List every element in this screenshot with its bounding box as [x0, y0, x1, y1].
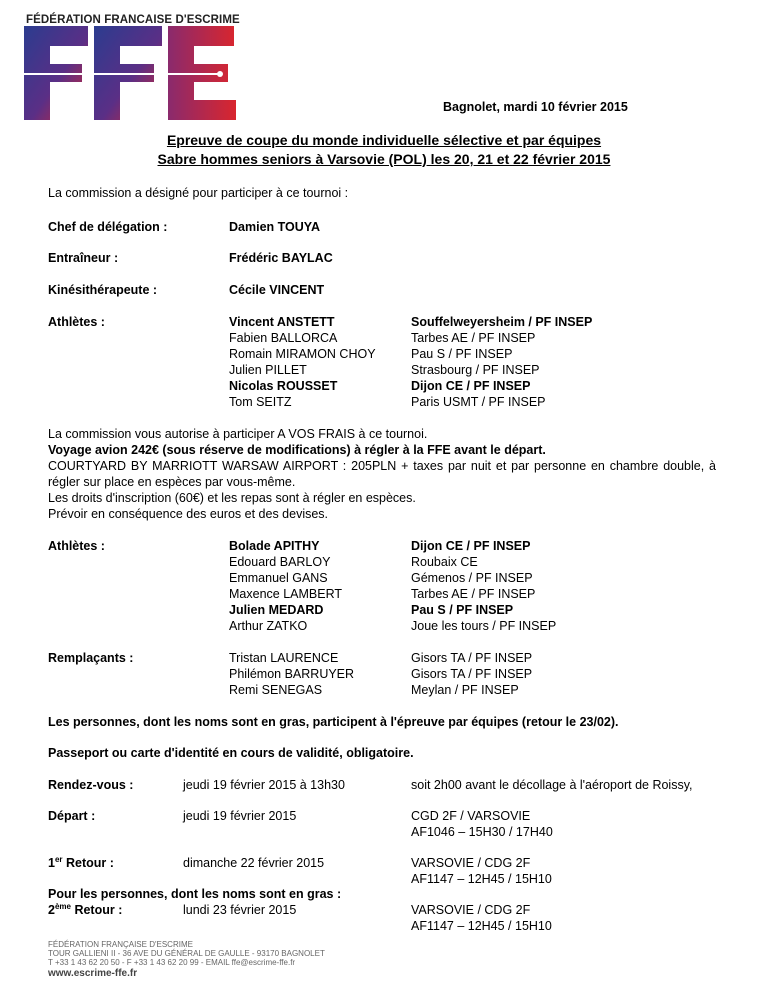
title-line-2: Sabre hommes seniors à Varsovie (POL) les 20, 21 et 22 février 2015: [157, 151, 611, 167]
athlete-club: Gémenos / PF INSEP: [411, 571, 533, 585]
athlete-name: Maxence LAMBERT: [229, 587, 343, 601]
substitute-club: Gisors TA / PF INSEP: [411, 667, 533, 681]
athlete-name: Vincent ANSTETT: [229, 315, 335, 329]
bold-names-note: Pour les personnes, dont les noms sont en gras :: [48, 887, 342, 901]
rendezvous-date: jeudi 19 février 2015 à 13h30: [183, 778, 345, 792]
departure-date: jeudi 19 février 2015: [183, 809, 297, 823]
athlete-club: Roubaix CE: [411, 555, 478, 569]
athlete-name: Tom SEITZ: [229, 395, 292, 409]
substitutes-label: Remplaçants :: [48, 651, 134, 665]
athlete-club: Dijon CE / PF INSEP: [411, 539, 531, 553]
athlete-name: Julien MEDARD: [229, 603, 324, 617]
athlete-name: Edouard BARLOY: [229, 555, 331, 569]
return2-route: VARSOVIE / CDG 2F: [411, 903, 531, 917]
substitute-name: Tristan LAURENCE: [229, 651, 339, 665]
staff-name: Frédéric BAYLAC: [229, 251, 333, 265]
footer-org: FÉDÉRATION FRANÇAISE D'ESCRIME: [48, 940, 193, 949]
currency-info: Prévoir en conséquence des euros et des devises.: [48, 507, 329, 521]
athlete-name: Romain MIRAMON CHOY: [229, 347, 376, 361]
athlete-club: Pau S / PF INSEP: [411, 347, 513, 361]
athlete-name: Julien PILLET: [229, 363, 307, 377]
athletes-label: Athlètes :: [48, 315, 105, 329]
staff-role: Chef de délégation :: [48, 220, 168, 234]
substitute-club: Meylan / PF INSEP: [411, 683, 519, 697]
authorisation-text: La commission vous autorise à participer A VOS FRAIS à ce tournoi.: [48, 427, 428, 441]
athlete-name: Emmanuel GANS: [229, 571, 328, 585]
athlete-name: Nicolas ROUSSET: [229, 379, 338, 393]
return2-date: lundi 23 février 2015: [183, 903, 297, 917]
return1-date: dimanche 22 février 2015: [183, 856, 325, 870]
return1-label: 1er Retour :: [48, 854, 114, 870]
staff-role: Entraîneur :: [48, 251, 119, 265]
athlete-club: Paris USMT / PF INSEP: [411, 395, 546, 409]
departure-flight: AF1046 – 15H30 / 17H40: [411, 825, 553, 839]
document-date: Bagnolet, mardi 10 février 2015: [443, 100, 628, 114]
footer-address: TOUR GALLIENI II - 36 AVE DU GÉNÉRAL DE GAULLE - 93170 BAGNOLET: [48, 949, 325, 958]
staff-name: Cécile VINCENT: [229, 283, 325, 297]
athlete-club: Pau S / PF INSEP: [411, 603, 514, 617]
hotel-info: COURTYARD BY MARRIOTT WARSAW AIRPORT : 205PLN + taxes par nuit et par personne en chambre double, à régler sur place en espèces par vous-même.: [48, 459, 716, 489]
athlete-club: Strasbourg / PF INSEP: [411, 363, 540, 377]
substitute-name: Philémon BARRUYER: [229, 667, 355, 681]
substitute-name: Remi SENEGAS: [229, 683, 323, 697]
return2-flight: AF1147 – 12H45 / 15H10: [411, 919, 552, 933]
athlete-name: Arthur ZATKO: [229, 619, 308, 633]
fees-info: Les droits d'inscription (60€) et les repas sont à régler en espèces.: [48, 491, 416, 505]
title-line-1: Epreuve de coupe du monde individuelle sélective et par équipes: [166, 132, 602, 148]
return1-flight: AF1147 – 12H45 / 15H10: [411, 872, 552, 886]
footer-contact: T +33 1 43 62 20 50 - F +33 1 43 62 20 99 - EMAIL ffe@escrime-ffe.fr: [48, 958, 296, 967]
substitute-club: Gisors TA / PF INSEP: [411, 651, 533, 665]
passport-note: Passeport ou carte d'identité en cours de validité, obligatoire.: [48, 746, 414, 760]
federation-name: FÉDÉRATION FRANCAISE D'ESCRIME: [26, 14, 240, 26]
athletes-label: Athlètes :: [48, 539, 105, 553]
athlete-club: Dijon CE / PF INSEP: [411, 379, 531, 393]
staff-name: Damien TOUYA: [229, 220, 321, 234]
rendezvous-info: soit 2h00 avant le décollage à l'aéroport de Roissy,: [411, 778, 693, 792]
departure-route: CGD 2F / VARSOVIE: [411, 809, 531, 823]
return1-route: VARSOVIE / CDG 2F: [411, 856, 531, 870]
return2-label: 2ème Retour :: [48, 901, 123, 917]
athlete-club: Souffelweyersheim / PF INSEP: [411, 315, 593, 329]
athlete-club: Joue les tours / PF INSEP: [411, 619, 557, 633]
athlete-name: Bolade APITHY: [229, 539, 320, 553]
footer-website[interactable]: www.escrime-ffe.fr: [48, 968, 138, 979]
staff-role: Kinésithérapeute :: [48, 283, 158, 297]
ffe-logo: [22, 12, 240, 122]
athlete-club: Tarbes AE / PF INSEP: [411, 587, 536, 601]
flight-cost: Voyage avion 242€ (sous réserve de modifications) à régler à la FFE avant le départ.: [48, 443, 546, 457]
team-event-note: Les personnes, dont les noms sont en gras, participent à l'épreuve par équipes (retour le 23/02).: [48, 715, 619, 729]
intro-text: La commission a désigné pour participer à ce tournoi :: [48, 186, 349, 200]
athlete-name: Fabien BALLORCA: [229, 331, 338, 345]
athlete-club: Tarbes AE / PF INSEP: [411, 331, 536, 345]
rendezvous-label: Rendez-vous :: [48, 778, 134, 792]
departure-label: Départ :: [48, 809, 96, 823]
